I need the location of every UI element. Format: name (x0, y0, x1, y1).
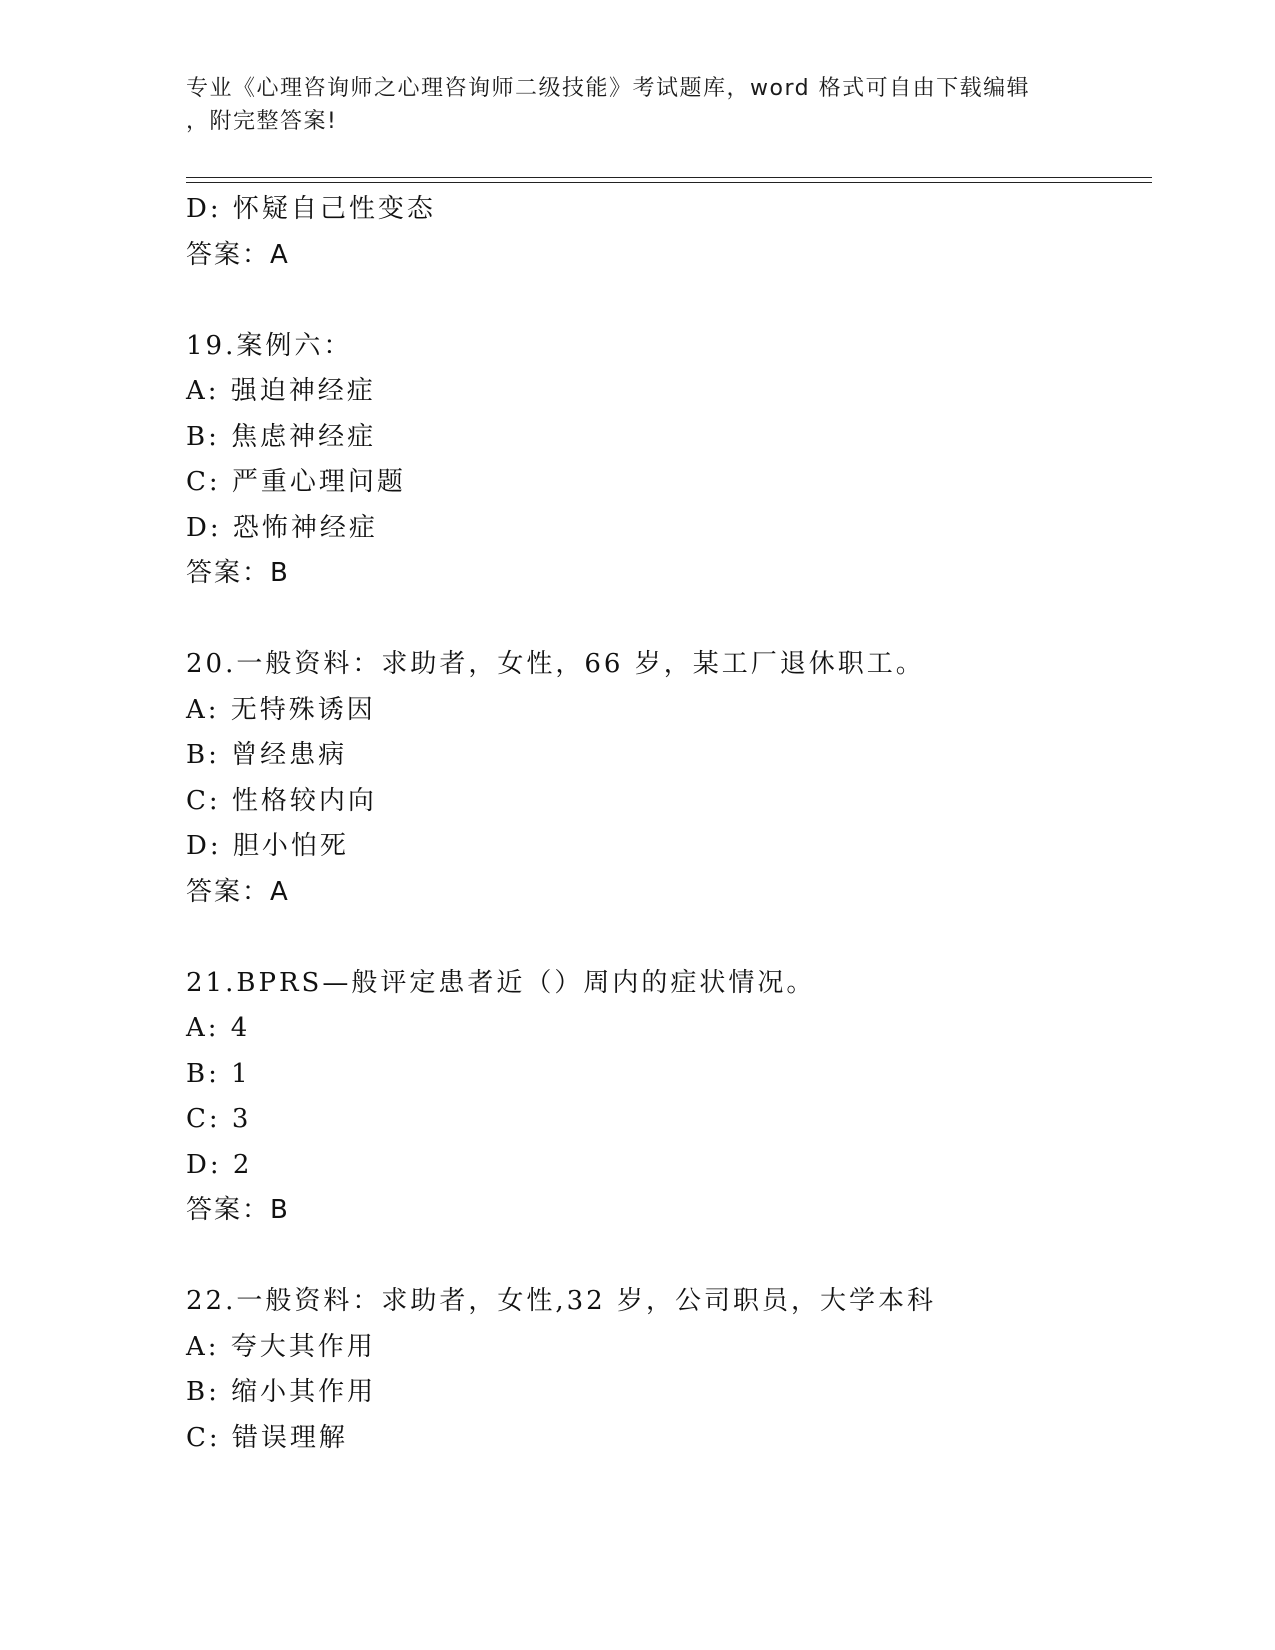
header-divider-bottom (186, 182, 1152, 183)
option-line: D: 怀疑自己性变态 (186, 194, 436, 224)
answer-line: 答案：A (186, 876, 290, 907)
option-line: D: 2 (186, 1149, 253, 1180)
option-line: C: 性格较内向 (186, 785, 377, 816)
option-line: B: 1 (186, 1058, 251, 1089)
option-line: A: 强迫神经症 (186, 376, 376, 406)
header-line-2: ，附完整答案! (186, 109, 338, 134)
answer-line: 答案：B (186, 558, 290, 588)
option-line: B: 缩小其作用 (186, 1377, 377, 1407)
option-line: C: 错误理解 (186, 1422, 348, 1453)
question-line: 19.案例六： (186, 330, 353, 361)
option-line: A: 夸大其作用 (186, 1331, 376, 1362)
answer-line: 答案：B (186, 1195, 290, 1225)
document-header (186, 72, 1066, 138)
option-line: D: 恐怖神经症 (186, 512, 378, 543)
question-line: 20.一般资料：求助者，女性，66 岁，某工厂退休职工。 (186, 649, 925, 679)
spacer (186, 597, 1146, 643)
header-line-1: 专业《心理咨询师之心理咨询师二级技能》考试题库，word 格式可自由下载编辑 (186, 76, 1031, 101)
header-divider-top (186, 177, 1152, 178)
option-line: C: 严重心理问题 (186, 467, 406, 497)
answer-line: 答案：A (186, 239, 290, 270)
spacer (186, 915, 1146, 961)
question-line: 22.一般资料：求助者，女性,32 岁，公司职员，大学本科 (186, 1286, 936, 1316)
option-line: D: 胆小怕死 (186, 831, 349, 861)
question-line: 21.BPRS—般评定患者近（）周内的症状情况。 (186, 967, 816, 998)
option-line: C: 3 (186, 1104, 252, 1134)
question-content (186, 187, 1146, 1461)
spacer (186, 278, 1146, 324)
spacer (186, 1234, 1146, 1280)
option-line: A: 4 (186, 1013, 251, 1043)
option-line: B: 焦虑神经症 (186, 421, 377, 452)
option-line: A: 无特殊诱因 (186, 694, 376, 725)
option-line: B: 曾经患病 (186, 740, 348, 770)
